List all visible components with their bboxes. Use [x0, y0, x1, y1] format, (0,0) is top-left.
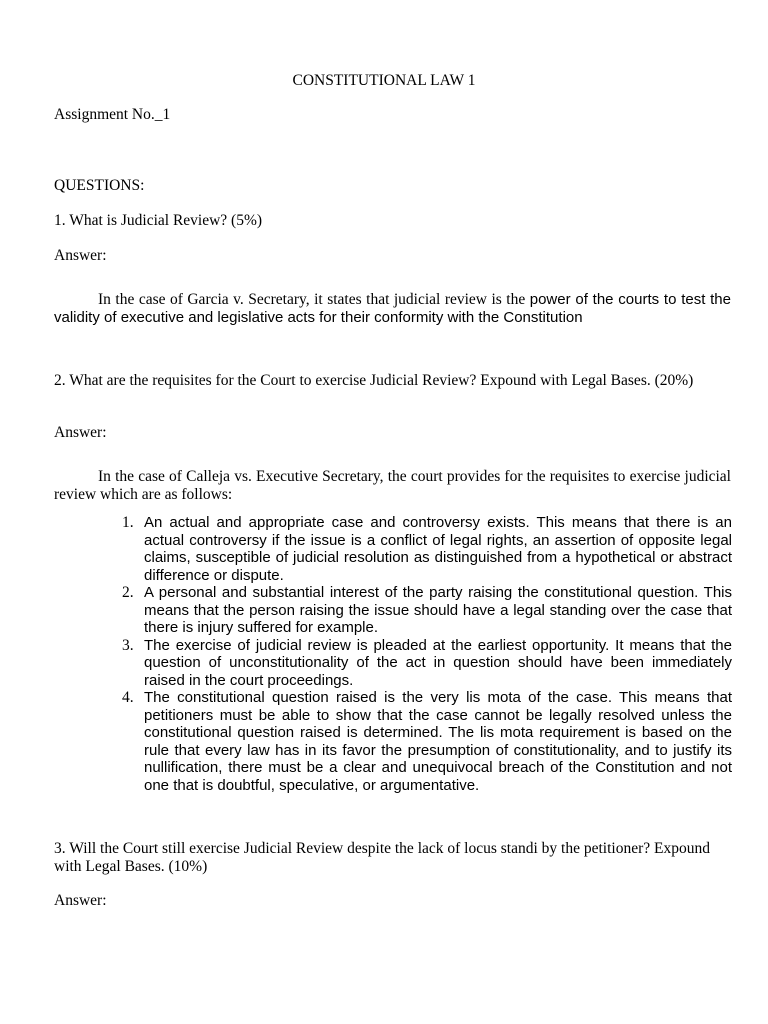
answer-2-intro [54, 468, 731, 504]
list-number: 2. [122, 584, 134, 601]
answer-label-3: Answer: [54, 892, 107, 909]
list-item [94, 584, 732, 637]
question-3: 3. Will the Court still exercise Judicial Review despite the lack of locus standi by the petitioner? Expound with Legal Bases. (10%) [54, 840, 710, 875]
answer-1-sans-text: power of the courts to test the validity of executive and legislative acts for their conformity with the Constitution [54, 291, 731, 326]
requisites-list [94, 514, 732, 794]
question-2: 2. What are the requisites for the Court to exercise Judicial Review? Expound with Legal Bases. (20%) [54, 372, 694, 389]
question-1: 1. What is Judicial Review? (5%) [54, 212, 263, 229]
answer-1-paragraph [54, 291, 731, 327]
list-item [94, 514, 732, 584]
list-number: 3. [122, 636, 134, 654]
answer-1-serif-text: In the case of Garcia v. Secretary, it states that judicial review is the [98, 291, 530, 308]
list-item [94, 637, 732, 690]
list-item-text: The exercise of judicial review is pleaded at the earliest opportunity. It means that the question of unconstitutionality of the act in question should have been immediately raised in the court proceedings. [144, 636, 732, 689]
list-number: 1. [122, 514, 134, 531]
list-item-text: A personal and substantial interest of the party raising the constitutional question. This means that the person raising the issue should have a legal standing over the case that there is injury suffered for example. [144, 584, 732, 636]
list-number: 4. [122, 689, 134, 706]
list-item-text: The constitutional question raised is the very lis mota of the case. This means that petitioners must be able to show that the case cannot be legally resolved unless the constitutional question raised is determined. The lis mota requirement is based on the rule that every law has in its favor the presumption of constitutionality, and to justify its nullification, there must be a clear and unequivocal breach of the Constitution and not one that is doubtful, speculative, or argumentative. [144, 689, 732, 794]
answer-label-2: Answer: [54, 424, 107, 441]
answer-2-intro-text: In the case of Calleja vs. Executive Secretary, the court provides for the requisites to exercise judicial review which are as follows: [54, 468, 731, 503]
assignment-number: Assignment No._1 [54, 106, 171, 123]
document-title: CONSTITUTIONAL LAW 1 [292, 72, 476, 89]
questions-heading: QUESTIONS: [54, 177, 145, 194]
answer-label-1: Answer: [54, 247, 107, 264]
list-item-text: An actual and appropriate case and controversy exists. This means that there is an actual controversy if the issue is a conflict of legal rights, an assertion of opposite legal claims, susceptible of judicial resolution as distinguished from a hypothetical or abstract difference or dispute. [144, 514, 732, 584]
list-item [94, 689, 732, 794]
